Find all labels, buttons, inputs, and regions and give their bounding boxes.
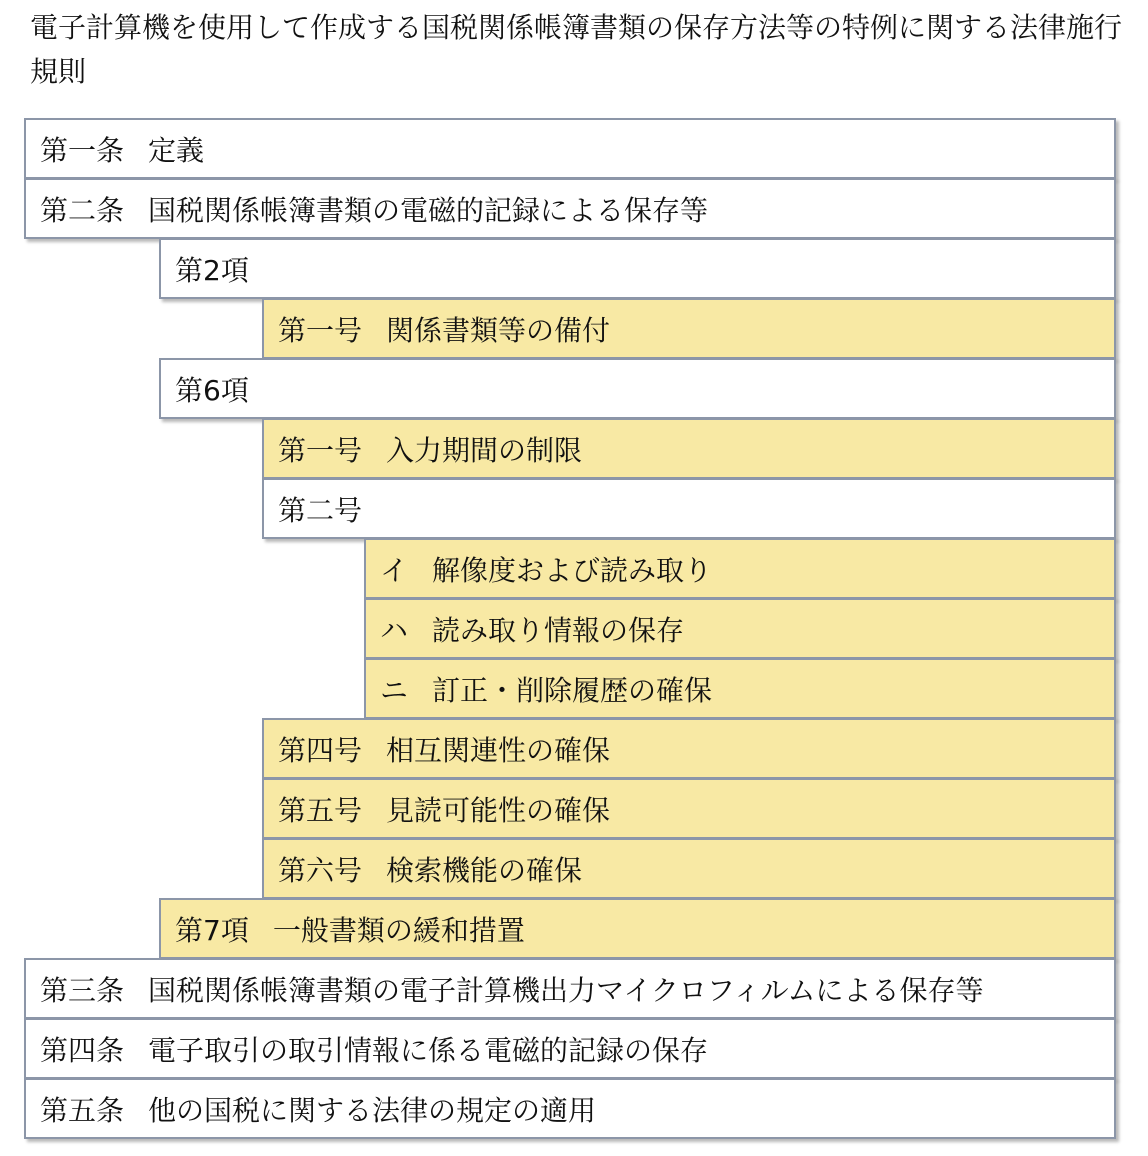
row-title: 見読可能性の確保 — [386, 793, 611, 827]
row-number: 第一条 — [40, 133, 125, 167]
article-2-paragraph-6-item-2-row — [262, 478, 1116, 539]
row-title: 一般書類の緩和措置 — [272, 913, 525, 947]
row-number: 第五号 — [278, 793, 363, 827]
row-title: 他の国税に関する法律の規定の適用 — [148, 1093, 597, 1127]
row-number: 第四号 — [278, 733, 363, 767]
row-number: イ — [380, 553, 409, 587]
row-number: 第2項 — [175, 253, 249, 287]
article-2-paragraph-6-item-1-row — [262, 418, 1116, 479]
row-number: 第一号 — [278, 313, 363, 347]
article-5-row — [24, 1078, 1116, 1139]
row-number: 第一号 — [278, 433, 363, 467]
row-number: 第二号 — [278, 493, 363, 527]
row-title: 訂正・削除履歴の確保 — [432, 673, 713, 707]
article-1-row — [24, 118, 1116, 179]
row-title: 解像度および読み取り — [432, 553, 713, 587]
article-2-paragraph-6-item-4-row — [262, 718, 1116, 779]
row-title: 相互関連性の確保 — [386, 733, 611, 767]
row-title: 読み取り情報の保存 — [432, 613, 685, 647]
row-number: 第四条 — [40, 1033, 125, 1067]
row-title: 電子取引の取引情報に係る電磁的記録の保存 — [148, 1033, 709, 1067]
row-title: 国税関係帳簿書類の電子計算機出力マイクロフィルムによる保存等 — [148, 973, 984, 1007]
row-title: 国税関係帳簿書類の電磁的記録による保存等 — [148, 193, 709, 227]
article-2-paragraph-6-item-6-row — [262, 838, 1116, 899]
article-2-paragraph-2-item-1-row — [262, 298, 1116, 359]
row-number: 第二条 — [40, 193, 125, 227]
row-number: 第6項 — [175, 373, 249, 407]
row-number: 第五条 — [40, 1093, 125, 1127]
article-3-row — [24, 958, 1116, 1019]
row-number: ハ — [380, 613, 409, 647]
article-4-row — [24, 1018, 1116, 1079]
item-2-sub-ha-row — [364, 598, 1116, 659]
item-2-sub-ni-row — [364, 658, 1116, 719]
row-number: ニ — [380, 673, 409, 707]
row-title: 関係書類等の備付 — [386, 313, 611, 347]
article-2-paragraph-2-row — [159, 238, 1116, 299]
row-title: 検索機能の確保 — [386, 853, 583, 887]
document-title: 電子計算機を使用して作成する国税関係帳簿書類の保存方法等の特例に関する法律施行規則 — [30, 11, 1123, 88]
article-2-paragraph-6-row — [159, 358, 1116, 419]
row-number: 第三条 — [40, 973, 125, 1007]
article-2-row — [24, 178, 1116, 239]
article-2-paragraph-7-row — [159, 898, 1116, 959]
row-title: 定義 — [148, 133, 205, 167]
row-title: 入力期間の制限 — [386, 433, 583, 467]
row-number: 第7項 — [175, 913, 249, 947]
article-2-paragraph-6-item-5-row — [262, 778, 1116, 839]
row-number: 第六号 — [278, 853, 363, 887]
item-2-sub-i-row — [364, 538, 1116, 599]
